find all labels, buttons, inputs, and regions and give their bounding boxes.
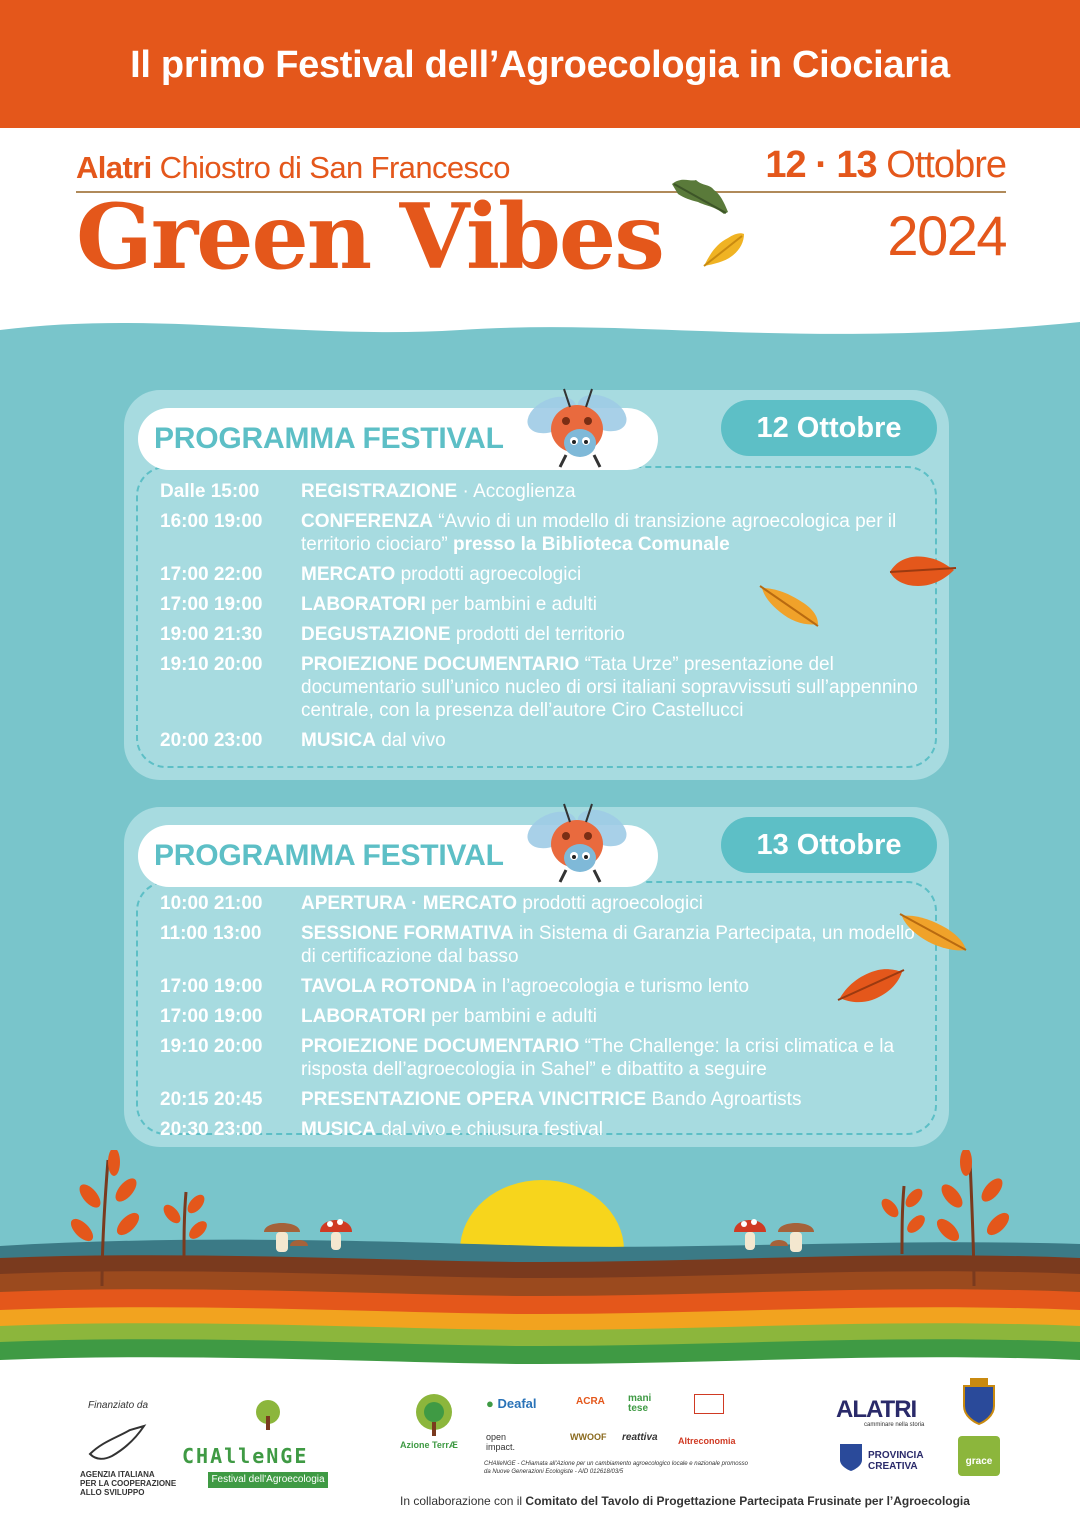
alatri-tagline: camminare nella storia	[864, 1422, 925, 1428]
schedule-title: MERCATO	[301, 564, 396, 585]
ladybug-mascot-icon	[520, 385, 630, 473]
challenge-logo: CHAlleNGE	[182, 1444, 309, 1468]
schedule-title: MUSICA	[301, 1119, 376, 1140]
schedule-row	[160, 653, 925, 722]
wwoof-logo: WWOOF	[570, 1432, 607, 1442]
collaboration-credit	[400, 1494, 970, 1508]
challenge-subtitle: Festival dell'Agroecologia	[208, 1472, 328, 1488]
schedule-description	[301, 1005, 925, 1028]
schedule-description	[301, 480, 925, 503]
venue-place: Chiostro di San Francesco	[151, 150, 510, 185]
schedule-time: 17:00 19:00	[160, 976, 263, 997]
day-badge: 13 Ottobre	[721, 817, 937, 873]
schedule-time: 19:00 21:30	[160, 624, 263, 645]
schedule-title: MUSICA	[301, 730, 376, 751]
schedule-description	[301, 1088, 925, 1111]
schedule-title: LABORATORI	[301, 594, 426, 615]
schedule-list	[160, 892, 925, 1148]
schedule-text: dal vivo e chiusura festival	[375, 1119, 604, 1140]
schedule-time: 20:15 20:45	[160, 1089, 263, 1110]
alatri-logo: ALATRI	[836, 1396, 917, 1423]
schedule-text: prodotti del territorio	[450, 624, 625, 645]
schedule-row	[160, 1035, 925, 1081]
red-mushroom-icon	[732, 1214, 768, 1254]
schedule-row	[160, 892, 925, 915]
schedule-text: dal vivo	[375, 730, 446, 751]
schedule-description	[301, 892, 925, 915]
schedule-row	[160, 975, 925, 998]
event-year: 2024	[887, 204, 1006, 267]
mushroom-icon	[768, 1214, 818, 1256]
schedule-text: “The Challenge: la crisi climatica e la risposta dell’agroecologia in Sahel” e dibattito a seguire	[301, 1036, 895, 1080]
mushroom-icon	[262, 1214, 312, 1256]
alatri-crest-icon	[958, 1376, 1000, 1426]
schedule-title: TAVOLA ROTONDA	[301, 976, 477, 997]
provincia-creativa-logo: PROVINCIA CREATIVA	[868, 1450, 924, 1472]
altreconomia-logo: Altreconomia	[678, 1436, 736, 1446]
schedule-title: PRESENTAZIONE OPERA VINCITRICE	[301, 1089, 647, 1110]
schedule-row	[160, 1005, 925, 1028]
schedule-description	[301, 623, 925, 646]
reattiva-logo: reattiva	[622, 1432, 658, 1443]
schedule-title: DEGUSTAZIONE	[301, 624, 451, 645]
schedule-location: presso la Biblioteca Comunale	[453, 534, 730, 555]
autumn-leaf-icon	[836, 964, 906, 1006]
dates-days: 12 · 13	[765, 144, 877, 186]
schedule-title: PROIEZIONE DOCUMENTARIO	[301, 654, 580, 675]
schedule-text: in Sistema di Garanzia Partecipata, un modello di certificazione dal basso	[301, 923, 915, 967]
schedule-time: 11:00 13:00	[160, 923, 262, 944]
venue	[76, 150, 510, 186]
schedule-time: 20:30 23:00	[160, 1119, 263, 1140]
ladybug-mascot-icon	[520, 800, 630, 888]
schedule-title: PROIEZIONE DOCUMENTARIO	[301, 1036, 580, 1057]
schedule-description	[301, 1118, 925, 1141]
autumn-leaf-icon	[756, 582, 822, 630]
azione-terrae-text: Azione TerrÆ	[400, 1440, 458, 1450]
aics-line1: AGENZIA ITALIANA	[80, 1470, 155, 1479]
manitese-logo: mani tese	[628, 1393, 652, 1414]
schedule-title: REGISTRAZIONE	[301, 481, 458, 502]
funded-by-label: Finanziato da	[88, 1400, 149, 1411]
schedule-description	[301, 1035, 925, 1081]
partner-logo-box	[694, 1394, 724, 1414]
schedule-text: per bambini e adulti	[425, 594, 598, 615]
schedule-text: Bando Agroartists	[646, 1089, 802, 1110]
autumn-leaf-icon	[898, 910, 970, 954]
schedule-description	[301, 729, 925, 752]
open-impact-logo: open impact.	[486, 1432, 516, 1452]
schedule-text: prodotti agroecologici	[517, 893, 703, 914]
schedule-description	[301, 922, 925, 968]
schedule-text: per bambini e adulti	[425, 1006, 598, 1027]
red-mushroom-icon	[318, 1214, 354, 1254]
yellow-leaf-icon	[700, 230, 748, 270]
schedule-time: 19:10 20:00	[160, 654, 263, 675]
azione-terrae-small-logo-icon	[254, 1398, 282, 1432]
schedule-text: “Tata Urze” presentazione del documentario sull’unico nucleo di orsi italiani sopravvissuti sull’appennino centrale, con la presenza dell’autore Ciro Castellucci	[301, 654, 918, 721]
schedule-title: LABORATORI	[301, 1006, 426, 1027]
venue-city: Alatri	[76, 150, 152, 185]
schedule-text: “Avvio di un modello di transizione agroecologica per il territorio ciociaro”	[301, 511, 897, 555]
collab-committee: Comitato del Tavolo di Progettazione Partecipata Frusinate per l’Agroecologia	[525, 1494, 970, 1508]
schedule-text: in l’agroecologia e turismo lento	[476, 976, 750, 997]
schedule-row	[160, 480, 925, 503]
schedule-time: 10:00 21:00	[160, 893, 263, 914]
provincia-crest-icon	[838, 1440, 864, 1472]
schedule-time: Dalle 15:00	[160, 481, 260, 502]
schedule-text: prodotti agroecologici	[395, 564, 582, 585]
schedule-text: · Accoglienza	[457, 481, 576, 502]
schedule-row	[160, 1088, 925, 1111]
schedule-row	[160, 510, 925, 556]
schedule-description	[301, 653, 925, 722]
schedule-time: 17:00 19:00	[160, 594, 263, 615]
page-title: Il primo Festival dell’Agroecologia in Ciociaria	[130, 44, 950, 86]
schedule-time: 20:00 23:00	[160, 730, 263, 751]
day-badge: 12 Ottobre	[721, 400, 937, 456]
deafal-text: Deafal	[497, 1396, 537, 1411]
schedule-time: 17:00 19:00	[160, 1006, 263, 1027]
schedule-time: 16:00 19:00	[160, 511, 263, 532]
aics-line3: ALLO SVILUPPO	[80, 1488, 145, 1497]
brand-logo-text: Green Vibes	[76, 184, 663, 290]
panel-heading: PROGRAMMA FESTIVAL	[138, 408, 658, 470]
autumn-leaf-icon	[886, 552, 958, 592]
aics-line2: PER LA COOPERAZIONE	[80, 1479, 177, 1488]
azione-terrae-logo-icon	[410, 1392, 458, 1438]
schedule-row	[160, 922, 925, 968]
grace-logo: grace	[958, 1436, 1000, 1476]
schedule-time: 17:00 22:00	[160, 564, 263, 585]
aics-dove-logo-icon	[86, 1424, 148, 1466]
schedule-description	[301, 563, 925, 586]
collab-prefix: In collaborazione con il	[400, 1494, 526, 1508]
schedule-title: CONFERENZA	[301, 511, 433, 532]
schedule-time: 19:10 20:00	[160, 1036, 263, 1057]
deafal-leaf-icon: ●	[486, 1396, 494, 1411]
dates-month: Ottobre	[876, 144, 1006, 186]
deafal-logo	[486, 1396, 537, 1411]
panel-heading: PROGRAMMA FESTIVAL	[138, 825, 658, 887]
schedule-row	[160, 729, 925, 752]
oak-leaf-icon	[668, 176, 730, 216]
schedule-title: SESSIONE FORMATIVA	[301, 923, 514, 944]
plant-left-icon	[68, 1150, 158, 1290]
schedule-title: APERTURA · MERCATO	[301, 893, 518, 914]
plant-small-icon	[160, 1186, 210, 1262]
challenge-note: CHAlleNGE - CHiamata all'Azione per un cambiamento agroecologico locale e nazionale promosso da Nuove Generazioni Ecologiste - AID 012618/03/5	[484, 1461, 748, 1475]
plant-right-icon	[930, 1150, 1020, 1290]
acra-logo: ACRA	[576, 1396, 605, 1407]
schedule-description	[301, 510, 925, 556]
plant-small-icon	[878, 1180, 928, 1256]
schedule-description	[301, 593, 925, 616]
event-dates	[765, 144, 1006, 187]
schedule-row	[160, 1118, 925, 1141]
schedule-description	[301, 975, 925, 998]
aics-logo-text	[80, 1470, 176, 1497]
